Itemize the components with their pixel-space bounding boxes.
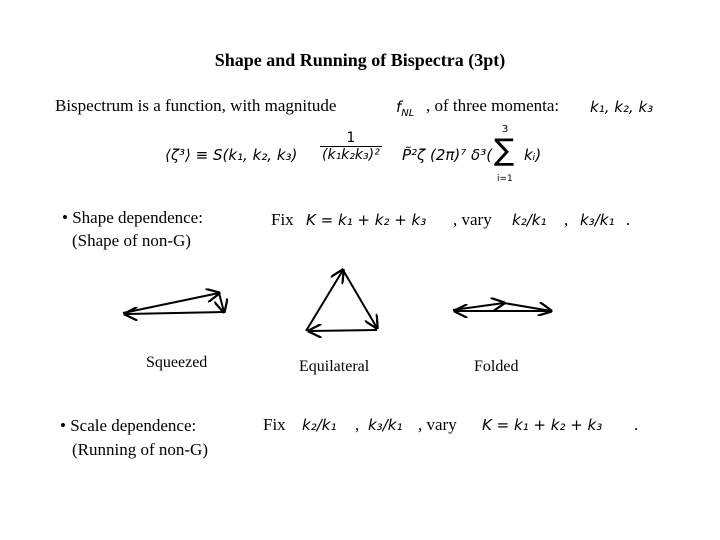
intro-text: Bispectrum is a function, with magnitude bbox=[55, 96, 337, 115]
sum-symbol: ∑ bbox=[494, 133, 515, 168]
shape-formula: K = k₁ + k₂ + k₃ bbox=[306, 211, 427, 229]
shape-subtitle: (Shape of non-G) bbox=[72, 231, 191, 250]
scale-fix: Fix bbox=[263, 415, 286, 434]
scale-formula: K = k₁ + k₂ + k₃ bbox=[482, 416, 603, 434]
scale-end: . bbox=[634, 415, 639, 434]
scale-subtitle: (Running of non-G) bbox=[72, 440, 208, 459]
scale-bullet: • Scale dependence: bbox=[60, 416, 197, 435]
shape-end: . bbox=[626, 210, 631, 229]
scale-ratio-2: k₃/k₁ bbox=[368, 416, 403, 434]
shape-vary: , vary bbox=[453, 210, 492, 229]
squeezed-label: Squeezed bbox=[146, 354, 208, 371]
squeezed-triangle bbox=[123, 293, 224, 314]
scale-ratio-1: k₂/k₁ bbox=[302, 416, 337, 434]
fnl-symbol: $f_{NL}$ bbox=[396, 98, 415, 119]
sum-argument: kᵢ) bbox=[524, 146, 542, 164]
intro-text-2: , of three momenta: bbox=[426, 96, 560, 115]
shape-ratio-1: k₂/k₁ bbox=[512, 211, 547, 229]
scale-sep: , bbox=[355, 415, 360, 434]
shape-ratio-2: k₃/k₁ bbox=[580, 211, 615, 229]
folded-triangle bbox=[453, 303, 551, 311]
sum-lower: i=1 bbox=[497, 174, 513, 184]
shape-sep: , bbox=[564, 210, 569, 229]
page-title: Shape and Running of Bispectra (3pt) bbox=[214, 50, 506, 70]
momenta-list: k₁, k₂, k₃ bbox=[590, 98, 654, 116]
equilateral-triangle bbox=[306, 270, 377, 331]
equation-rhs: P̃²ζ (2π)⁷ δ³( bbox=[402, 146, 493, 164]
equation-fraction: $\frac{1}{\text{(k₁k₂k₃)²}}$ bbox=[322, 130, 380, 163]
folded-label: Folded bbox=[474, 358, 519, 375]
shape-fix: Fix bbox=[271, 210, 294, 229]
scale-vary: , vary bbox=[418, 415, 457, 434]
sum-upper: 3 bbox=[502, 124, 509, 135]
equilateral-label: Equilateral bbox=[299, 358, 370, 375]
equation-lhs: ⟨ζ³⟩ ≡ S(k₁, k₂, k₃) bbox=[165, 146, 298, 164]
shape-bullet: • Shape dependence: bbox=[62, 208, 203, 227]
